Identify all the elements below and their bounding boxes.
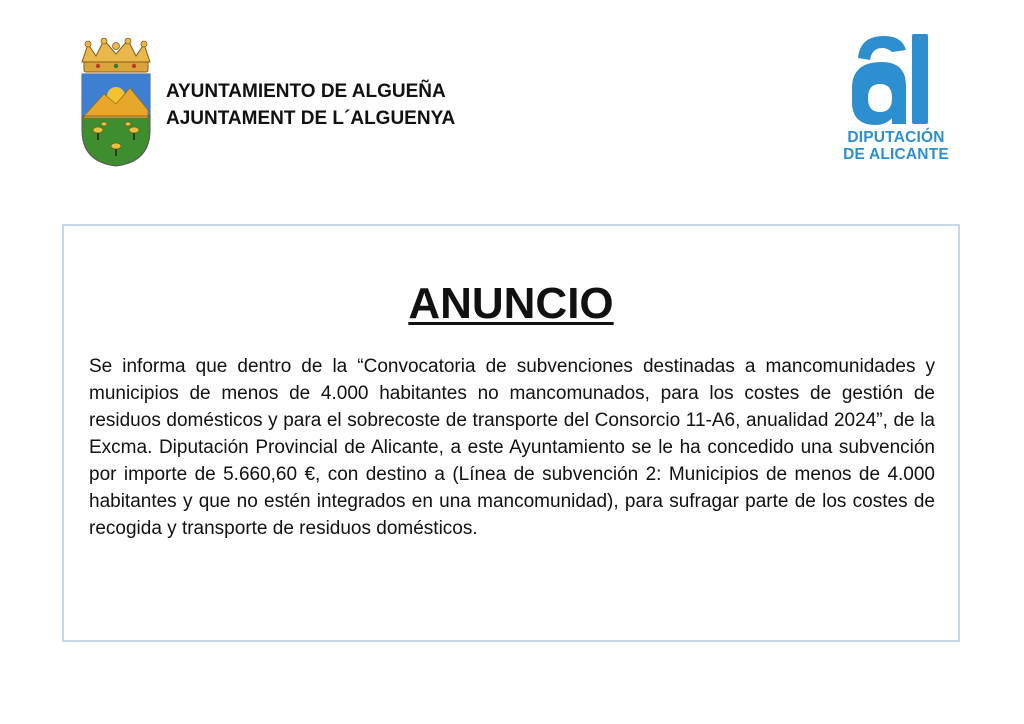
shield-icon <box>82 74 150 166</box>
coat-of-arms-icon <box>74 38 158 168</box>
council-name-spanish: AYUNTAMIENTO DE ALGUEÑA <box>166 81 446 102</box>
diputacion-line1: DIPUTACIÓN <box>847 129 945 146</box>
notice-box <box>62 224 960 642</box>
crown-icon <box>82 38 150 72</box>
diputacion-logo-icon <box>840 28 952 168</box>
diputacion-name <box>840 129 952 163</box>
council-names <box>166 78 455 132</box>
council-name-valencian: AJUNTAMENT DE L´ALGUENYA <box>166 108 456 129</box>
notice-body: Se informa que dentro de la “Convocatoria de subvenciones destinadas a mancomunidades y municipios de menos de 4.000 habitantes no mancomunados, para los costes de gestión de residuos domésticos y para el sobrecoste de transporte del Consorcio 11-A6, anualidad 2024”, de la Excma. Diputación Provincial de Alicante, a este Ayuntamiento se le ha concedido una subvención por importe de 5.660,60 €, con destino a (Línea de subvención 2: Municipios de menos de 4.000 habitantes y que no estén integrados en una mancomunidad), para sufragar parte de los costes de recogida y transporte de residuos domésticos. <box>89 356 935 539</box>
notice-title: ANUNCIO <box>408 279 614 328</box>
diputacion-line2: DE ALICANTE <box>843 146 949 163</box>
